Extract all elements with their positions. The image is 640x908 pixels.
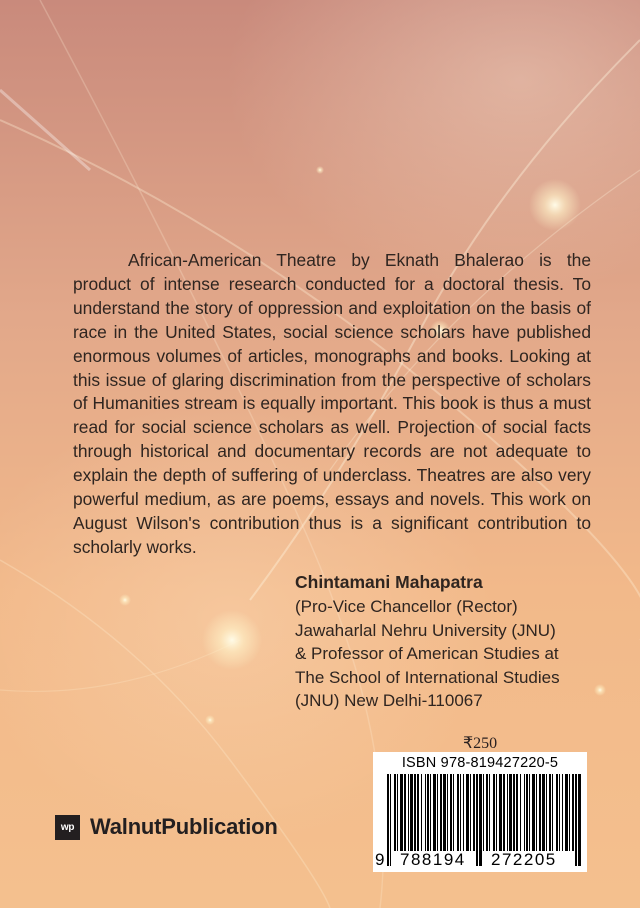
barcode-bar bbox=[397, 774, 398, 851]
barcode-bar bbox=[578, 774, 581, 866]
endorsement-block bbox=[295, 571, 615, 713]
barcode-bar bbox=[473, 774, 475, 851]
price-label: ₹250 bbox=[463, 735, 498, 752]
barcode-bar bbox=[513, 774, 515, 851]
endorser-title-line: & Professor of American Studies at bbox=[295, 644, 559, 664]
barcode-bar bbox=[479, 774, 482, 866]
barcode-bar bbox=[524, 774, 525, 851]
barcode-bar bbox=[529, 774, 530, 851]
barcode-bar bbox=[417, 774, 419, 851]
barcode-bar bbox=[453, 774, 454, 851]
barcode-bar bbox=[400, 774, 403, 851]
barcode-bar bbox=[532, 774, 535, 851]
barcode-bar bbox=[549, 774, 551, 851]
barcode-bar bbox=[493, 774, 495, 851]
barcode-bar bbox=[507, 774, 508, 851]
barcode-bar bbox=[569, 774, 570, 851]
endorser-title-line: The School of International Studies bbox=[295, 667, 560, 687]
endorser-title-line: (JNU) New Delhi-110067 bbox=[295, 691, 483, 711]
barcode-bar bbox=[414, 774, 416, 851]
publisher-logo bbox=[55, 814, 278, 840]
publisher-logo-mark: wp bbox=[55, 815, 80, 840]
back-cover-blurb: African-American Theatre by Eknath Bhalerao is the product of intense research conducted for a doctoral thesis. To understand the story of oppression and exploitation on the basis of race in the United States, social science scholars have published enormous volumes of articles, monographs and books. Looking at this issue of glaring discrimination from the perspective of scholars of Humanities stream is equally important. This book is thus a must read for social science scholars as well. Projection of social facts through historical and documentary records are not adequate to explain the depth of suffering of underclass. Theatres are also very powerful medium, as are poems, essays and novels. This work on August Wilson's contribution thus is a significant contribution to scholarly works. bbox=[73, 250, 591, 557]
barcode-bar bbox=[486, 774, 488, 851]
barcode-bar bbox=[542, 774, 545, 851]
barcode-bar bbox=[447, 774, 448, 851]
barcode-bar bbox=[443, 774, 446, 851]
barcode-bar bbox=[390, 774, 391, 866]
barcode-bar bbox=[463, 774, 464, 851]
barcode-bar bbox=[387, 774, 389, 866]
barcode-bar bbox=[526, 774, 528, 851]
barcode-bar bbox=[556, 774, 558, 851]
barcode-bar bbox=[499, 774, 502, 851]
barcode-bar bbox=[457, 774, 459, 851]
barcode-bar bbox=[559, 774, 560, 851]
barcode-bar bbox=[520, 774, 521, 851]
barcode-bar bbox=[503, 774, 505, 851]
endorser-title-line: Jawaharlal Nehru University (JNU) bbox=[295, 620, 556, 640]
barcode-bar bbox=[437, 774, 438, 851]
barcode-bar bbox=[410, 774, 413, 851]
barcode-right-digits: 272205 bbox=[491, 850, 557, 869]
barcode-bar bbox=[536, 774, 537, 851]
barcode-bar bbox=[433, 774, 436, 851]
barcode-bar bbox=[575, 774, 577, 866]
isbn-barcode bbox=[373, 752, 587, 872]
barcode-bar bbox=[552, 774, 553, 851]
barcode-left-digits: 788194 bbox=[400, 850, 466, 869]
isbn-number: ISBN 978-819427220-5 bbox=[401, 755, 559, 771]
barcode-bar bbox=[470, 774, 471, 851]
barcode-bar bbox=[483, 774, 484, 851]
barcode-bar bbox=[539, 774, 541, 851]
barcode-bar bbox=[466, 774, 469, 851]
barcode-bar bbox=[489, 774, 490, 851]
barcode-bar bbox=[496, 774, 497, 851]
barcode-bar bbox=[450, 774, 452, 851]
endorser-name: Chintamani Mahapatra bbox=[295, 572, 483, 592]
barcode-bar bbox=[509, 774, 512, 851]
barcode-bar bbox=[562, 774, 563, 851]
barcode-bar bbox=[425, 774, 426, 851]
publisher-name: WalnutPublication bbox=[90, 814, 278, 839]
barcode-bar bbox=[427, 774, 429, 851]
barcode-bar bbox=[408, 774, 409, 851]
barcode-bar bbox=[565, 774, 568, 851]
barcode-bar bbox=[516, 774, 518, 851]
barcode-bar bbox=[476, 774, 478, 866]
barcode-bar bbox=[421, 774, 422, 851]
barcode-bar bbox=[460, 774, 461, 851]
barcode-bar bbox=[572, 774, 574, 851]
barcode-bar bbox=[394, 774, 396, 851]
barcode-lead-digit: 9 bbox=[375, 850, 386, 869]
endorser-title-line: (Pro-Vice Chancellor (Rector) bbox=[295, 597, 518, 616]
barcode-bar bbox=[440, 774, 442, 851]
barcode-bar bbox=[546, 774, 547, 851]
barcode-bar bbox=[404, 774, 406, 851]
barcode-bar bbox=[430, 774, 431, 851]
